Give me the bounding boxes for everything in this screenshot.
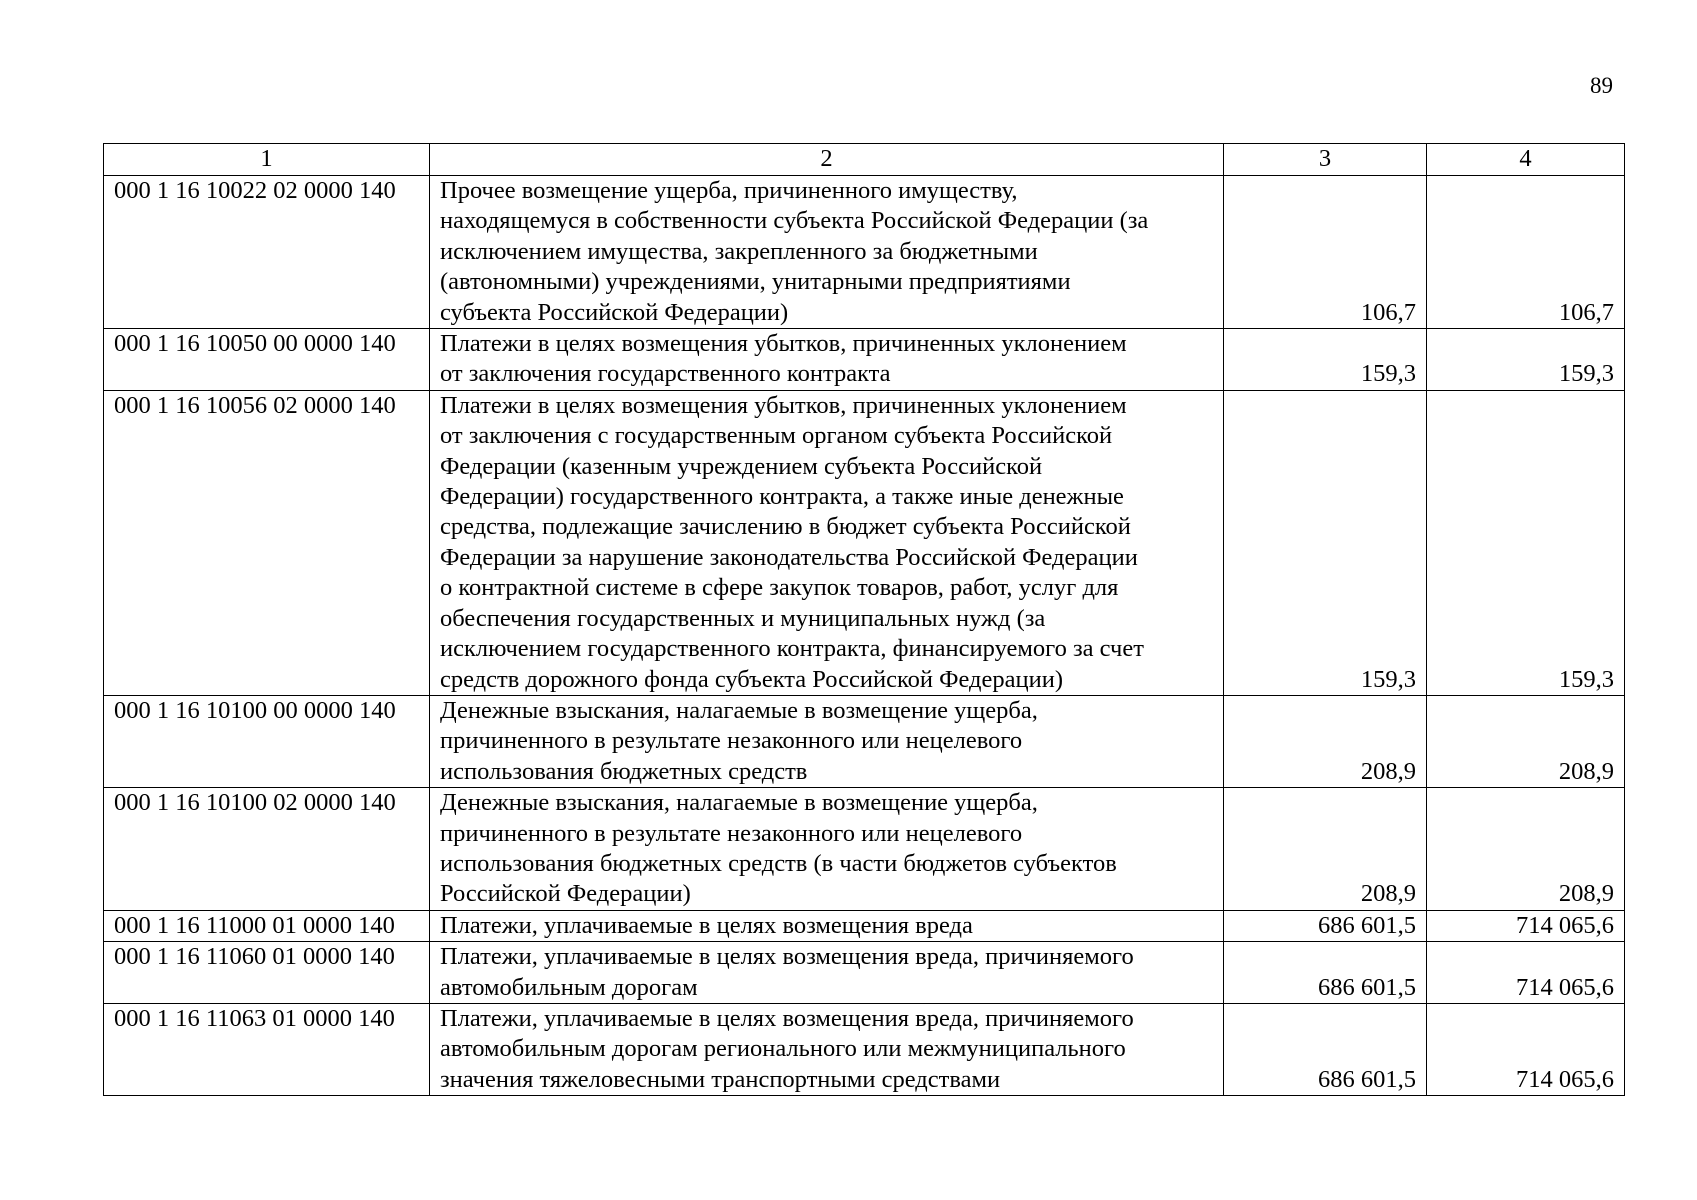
revenue-name-cell xyxy=(430,176,1224,329)
amount-col4-cell: 159,3 xyxy=(1427,390,1625,695)
amount-col4-cell: 208,9 xyxy=(1427,695,1625,787)
revenue-name-line: причиненного в результате незаконного или нецелевого xyxy=(440,727,1023,755)
revenue-name-line: Денежные взыскания, налагаемые в возмещение ущерба, xyxy=(440,696,1038,724)
revenue-name-line: Платежи в целях возмещения убытков, причиненных уклонением xyxy=(440,391,1127,419)
amount-col3-cell: 208,9 xyxy=(1224,695,1427,787)
revenue-code-cell: 000 1 16 10100 02 0000 140 xyxy=(104,788,430,911)
table-row xyxy=(104,390,1625,695)
revenue-name-line: Денежные взыскания, налагаемые в возмещение ущерба, xyxy=(440,789,1038,817)
revenue-name-line: от заключения с государственным органом субъекта Российской xyxy=(440,422,1113,450)
amount-col4-cell: 159,3 xyxy=(1427,329,1625,391)
amount-col4-cell: 714 065,6 xyxy=(1427,1003,1625,1095)
revenue-name-cell xyxy=(430,788,1224,911)
revenue-code-cell: 000 1 16 10022 02 0000 140 xyxy=(104,176,430,329)
amount-col4-cell: 106,7 xyxy=(1427,176,1625,329)
table-row xyxy=(104,1003,1625,1095)
column-number: 1 xyxy=(104,144,430,176)
revenue-name-line: субъекта Российской Федерации) xyxy=(440,298,789,326)
revenue-name-cell xyxy=(430,390,1224,695)
revenue-name-line: Платежи, уплачиваемые в целях возмещения вреда, причиняемого xyxy=(440,1004,1134,1032)
revenue-name-cell xyxy=(430,942,1224,1004)
revenue-name-line: Платежи, уплачиваемые в целях возмещения вреда, причиняемого xyxy=(440,943,1134,971)
revenue-name-line: автомобильным дорогам xyxy=(440,973,698,1001)
revenue-code-cell: 000 1 16 11063 01 0000 140 xyxy=(104,1003,430,1095)
revenue-name-line: Федерации) государственного контракта, а также иные денежные xyxy=(440,483,1124,511)
revenue-name-line: Федерации (казенным учреждением субъекта Российской xyxy=(440,452,1043,480)
revenue-name-line: обеспечения государственных и муниципальных нужд (за xyxy=(440,604,1046,632)
table-row xyxy=(104,329,1625,391)
amount-col3-cell: 159,3 xyxy=(1224,329,1427,391)
amount-col3-cell: 686 601,5 xyxy=(1224,942,1427,1004)
amount-col3-cell: 159,3 xyxy=(1224,390,1427,695)
amount-col4-cell: 714 065,6 xyxy=(1427,942,1625,1004)
revenue-name-cell xyxy=(430,695,1224,787)
revenue-code-cell: 000 1 16 10050 00 0000 140 xyxy=(104,329,430,391)
revenue-name-line: Российской Федерации) xyxy=(440,880,691,908)
revenue-code-cell: 000 1 16 11000 01 0000 140 xyxy=(104,910,430,941)
revenue-name-line: (автономными) учреждениями, унитарными предприятиями xyxy=(440,268,1071,296)
revenue-name-cell xyxy=(430,910,1224,941)
revenue-name-line: Прочее возмещение ущерба, причиненного имуществу, xyxy=(440,177,1018,204)
page-number: 89 xyxy=(1590,73,1613,98)
amount-col3-cell: 686 601,5 xyxy=(1224,910,1427,941)
column-number: 3 xyxy=(1224,144,1427,176)
revenue-code-cell: 000 1 16 10100 00 0000 140 xyxy=(104,695,430,787)
table-row xyxy=(104,910,1625,941)
revenue-name-line: средства, подлежащие зачислению в бюджет субъекта Российской xyxy=(440,513,1131,541)
amount-col3-cell: 686 601,5 xyxy=(1224,1003,1427,1095)
revenue-name-cell xyxy=(430,329,1224,391)
revenue-name-line: Федерации за нарушение законодательства Российской Федерации xyxy=(440,543,1138,571)
revenue-name-line: исключением имущества, закрепленного за бюджетными xyxy=(440,237,1038,265)
amount-col4-cell: 714 065,6 xyxy=(1427,910,1625,941)
revenue-name-line: средств дорожного фонда субъекта Российской Федерации) xyxy=(440,665,1064,693)
revenue-name-line: от заключения государственного контракта xyxy=(440,360,891,388)
table-row xyxy=(104,695,1625,787)
table-row xyxy=(104,176,1625,329)
revenue-name-line: Платежи в целях возмещения убытков, причиненных уклонением xyxy=(440,330,1127,358)
table-row xyxy=(104,942,1625,1004)
column-number-row xyxy=(104,144,1625,176)
amount-col3-cell: 106,7 xyxy=(1224,176,1427,329)
column-number: 4 xyxy=(1427,144,1625,176)
revenue-name-line: находящемуся в собственности субъекта Российской Федерации (за xyxy=(440,207,1149,235)
revenue-code-cell: 000 1 16 11060 01 0000 140 xyxy=(104,942,430,1004)
revenue-name-line: исключением государственного контракта, финансируемого за счет xyxy=(440,635,1144,663)
table-row xyxy=(104,788,1625,911)
amount-col4-cell: 208,9 xyxy=(1427,788,1625,911)
revenue-name-line: значения тяжеловесными транспортными средствами xyxy=(440,1065,1001,1093)
column-number: 2 xyxy=(430,144,1224,176)
budget-revenue-table xyxy=(103,143,1625,1096)
revenue-code-cell: 000 1 16 10056 02 0000 140 xyxy=(104,390,430,695)
revenue-name-cell xyxy=(430,1003,1224,1095)
revenue-name-line: причиненного в результате незаконного или нецелевого xyxy=(440,819,1023,847)
revenue-name-line: о контрактной системе в сфере закупок товаров, работ, услуг для xyxy=(440,574,1119,602)
revenue-name-line: использования бюджетных средств xyxy=(440,757,808,785)
revenue-name-line: использования бюджетных средств (в части бюджетов субъектов xyxy=(440,849,1117,877)
amount-col3-cell: 208,9 xyxy=(1224,788,1427,911)
revenue-name-line: Платежи, уплачиваемые в целях возмещения вреда xyxy=(440,911,973,939)
revenue-name-line: автомобильным дорогам регионального или межмуниципального xyxy=(440,1035,1126,1063)
